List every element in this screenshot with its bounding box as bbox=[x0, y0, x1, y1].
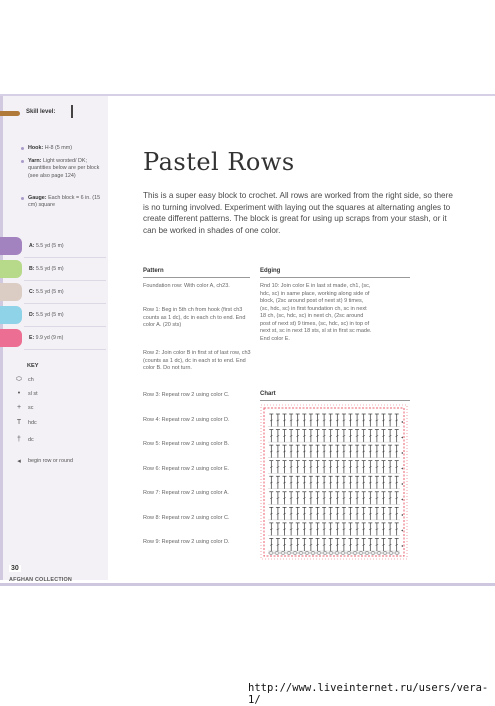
pattern-rule bbox=[143, 277, 250, 278]
pattern-row: Row 9: Repeat row 2 using color D. bbox=[143, 539, 230, 545]
pattern-row: Row 4: Repeat row 2 using color D. bbox=[143, 417, 230, 423]
page-title: Pastel Rows bbox=[143, 148, 295, 176]
key-label: ch bbox=[28, 377, 34, 383]
pattern-row: Row 1: Beg in 5th ch from hook (first ch3 counts as 1 dc), dc in each ch to end. End color A. (20 sts) bbox=[143, 307, 246, 328]
chain-stitch-mark bbox=[383, 552, 387, 554]
row-start-arrow-icon: ◂ bbox=[401, 418, 404, 424]
hook-info: Hook: H-8 (5 mm) bbox=[28, 145, 73, 151]
chain-stitch-mark bbox=[359, 552, 363, 554]
source-url[interactable]: http://www.liveinternet.ru/users/vera-1/ bbox=[248, 682, 489, 706]
chain-stitch-mark bbox=[275, 552, 279, 554]
row-start-arrow-icon: ◂ bbox=[401, 512, 404, 518]
crochet-hook-icon bbox=[0, 111, 20, 116]
swatch-label: B: 5.5 yd (5 m) bbox=[29, 266, 64, 272]
edging-heading: Edging bbox=[260, 268, 281, 274]
crochet-chart bbox=[258, 402, 410, 562]
chain-stitch-mark bbox=[389, 552, 393, 554]
chain-stitch-mark bbox=[323, 552, 327, 554]
sc-symbol-icon: + bbox=[16, 404, 22, 411]
chart-heading: Chart bbox=[260, 391, 276, 397]
swatch-divider bbox=[24, 280, 106, 281]
book-title: AFGHAN COLLECTION bbox=[9, 577, 72, 583]
edging-rule bbox=[260, 277, 410, 278]
key-label: sl st bbox=[28, 391, 38, 397]
key-label: dc bbox=[28, 437, 34, 443]
chain-stitch-mark bbox=[347, 552, 351, 554]
row-start-arrow-icon: ◂ bbox=[401, 527, 404, 533]
key-label: hdc bbox=[28, 420, 37, 426]
begin-row-arrow-icon: ◂ bbox=[17, 458, 21, 465]
swatch-label: C: 5.5 yd (5 m) bbox=[29, 289, 64, 295]
chain-stitch-mark bbox=[365, 552, 369, 554]
chain-stitch-mark bbox=[305, 552, 309, 554]
edging-instructions: Rnd 10: Join color E in last st made, ch1, (sc, hdc, sc) in same place, working along side of block, (2sc around post of next st) 9 times, (sc, hdc, sc) in first foundation ch, sc in next 18 ch, (sc, hdc, sc) in next ch, (2sc around post of next st) 9 times, (sc, hdc, sc) in top of next st, sc in next 18 sts, sl st in first sc made. End color E. bbox=[260, 283, 372, 342]
key-label: begin row or round bbox=[28, 458, 73, 464]
chain-stitch-mark bbox=[395, 552, 399, 554]
bullet-icon bbox=[21, 197, 24, 200]
row-start-arrow-icon: ◂ bbox=[401, 434, 404, 440]
footer-rule bbox=[0, 583, 495, 586]
page-number: 30 bbox=[11, 565, 19, 572]
chain-stitch-mark bbox=[293, 552, 297, 554]
yarn-swatch bbox=[0, 329, 22, 347]
chain-stitch-mark bbox=[269, 552, 273, 554]
chain-stitch-mark bbox=[353, 552, 357, 554]
pattern-row: Foundation row: With color A, ch23. bbox=[143, 283, 230, 289]
pattern-heading: Pattern bbox=[143, 268, 164, 274]
chain-stitch-mark bbox=[377, 552, 381, 554]
chain-stitch-mark bbox=[329, 552, 333, 554]
row-start-arrow-icon: ◂ bbox=[401, 496, 404, 502]
intro-paragraph: This is a super easy block to crochet. All rows are worked from the right side, so there is no turning involved. Experiment with laying out the squares at alternating angles to create different patterns. The block is great for using up scraps from your stash, or it can be worked in shades of one color. bbox=[143, 191, 453, 235]
yarn-swatch bbox=[0, 283, 22, 301]
gauge-info: Gauge: Each block = 6 in. (15 cm) square bbox=[28, 195, 101, 209]
row-start-arrow-icon: ◂ bbox=[401, 481, 404, 486]
slip-stitch-symbol-icon: • bbox=[17, 390, 21, 397]
yarn-swatch bbox=[0, 237, 22, 255]
yarn-swatch bbox=[0, 306, 22, 324]
pattern-row: Row 2: Join color B in first st of last row, ch3 (counts as 1 dc), dc in each st to end. End color B. Do not turn. bbox=[143, 350, 251, 371]
hdc-symbol-icon: T bbox=[16, 419, 22, 426]
pattern-row: Row 3: Repeat row 2 using color C. bbox=[143, 392, 230, 398]
swatch-label: A: 5.5 yd (5 m) bbox=[29, 243, 64, 249]
swatch-label: E: 9.9 yd (9 m) bbox=[29, 335, 64, 341]
chain-stitch-mark bbox=[335, 552, 339, 554]
chain-stitch-mark bbox=[317, 552, 321, 554]
swatch-divider bbox=[24, 257, 106, 258]
chain-stitch-mark bbox=[341, 552, 345, 554]
pattern-row: Row 8: Repeat row 2 using color C. bbox=[143, 515, 230, 521]
key-label: sc bbox=[28, 405, 34, 411]
bullet-icon bbox=[21, 160, 24, 163]
chain-stitch-mark bbox=[299, 552, 303, 554]
dc-symbol-icon: † bbox=[17, 436, 21, 443]
chart-rule bbox=[260, 400, 410, 401]
key-title: KEY bbox=[27, 363, 39, 369]
swatch-divider bbox=[24, 303, 106, 304]
chain-stitch-mark bbox=[287, 552, 291, 554]
pattern-row: Row 7: Repeat row 2 using color A. bbox=[143, 490, 229, 496]
chain-stitch-mark bbox=[311, 552, 315, 554]
chart-border-outer bbox=[261, 405, 407, 559]
row-start-arrow-icon: ◂ bbox=[401, 465, 404, 471]
skill-level-indicator bbox=[71, 105, 73, 118]
yarn-info: Yarn: Light worsted/ DK; quantities below are per block (see also page 124) bbox=[28, 158, 100, 179]
skill-level-label: Skill level: bbox=[26, 109, 56, 115]
swatch-divider bbox=[24, 349, 106, 350]
yarn-swatch bbox=[0, 260, 22, 278]
swatch-divider bbox=[24, 326, 106, 327]
pattern-row: Row 6: Repeat row 2 using color E. bbox=[143, 466, 230, 472]
chart-border bbox=[264, 408, 404, 556]
bullet-icon bbox=[21, 147, 24, 150]
swatch-label: D: 5.5 yd (5 m) bbox=[29, 312, 64, 318]
chain-symbol-icon: ⬭ bbox=[16, 376, 22, 383]
row-start-arrow-icon: ◂ bbox=[401, 543, 404, 549]
chain-stitch-mark bbox=[371, 552, 375, 554]
chain-stitch-mark bbox=[281, 552, 285, 554]
row-start-arrow-icon: ◂ bbox=[401, 449, 404, 455]
pattern-row: Row 5: Repeat row 2 using color B. bbox=[143, 441, 230, 447]
